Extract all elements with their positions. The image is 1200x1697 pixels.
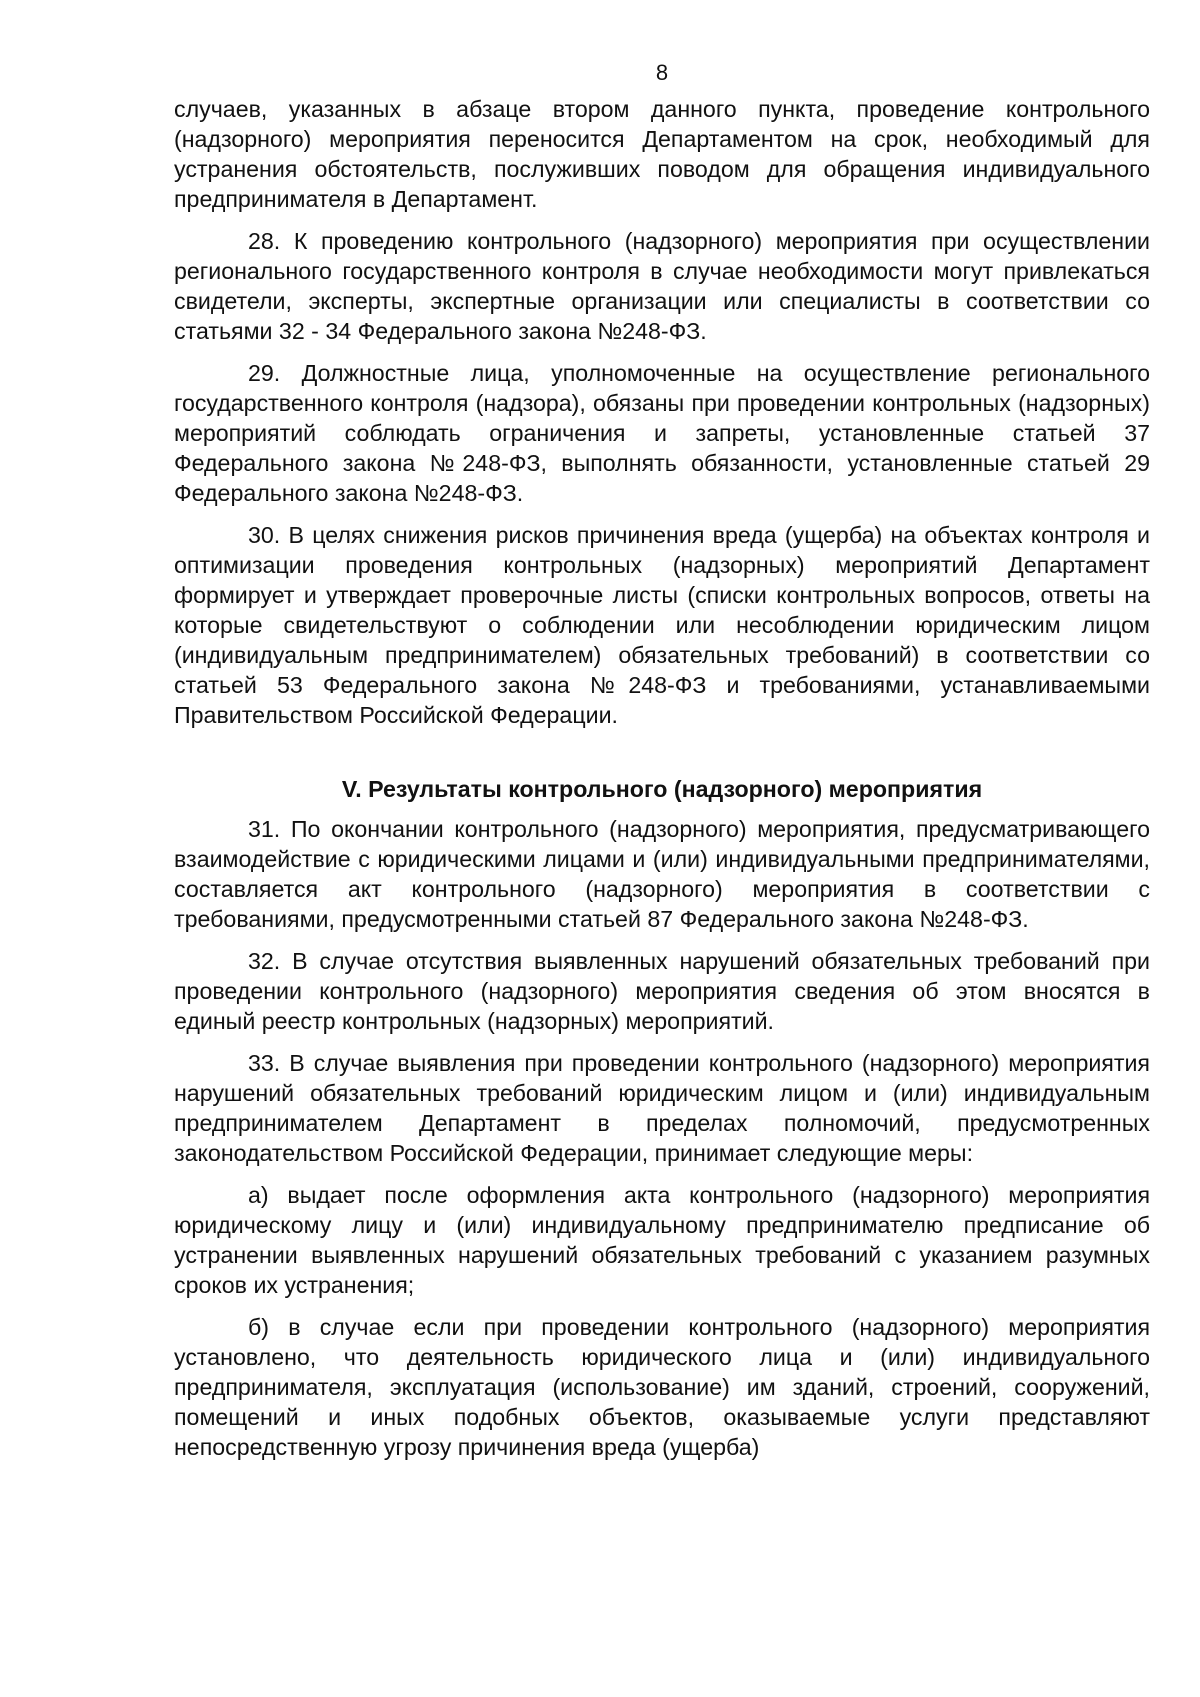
paragraph-30: 30. В целях снижения рисков причинения вреда (ущерба) на объектах контроля и оптимизации проведения контрольных (надзорных) мероприятий Департамент формирует и утверждает проверочные листы (списки контрольных вопросов, ответы на которые свидетельствуют о соблюдении или несоблюдении юридическим лицом (индивидуальным предпринимателем) обязательных требований) в соответствии со статьей 53 Федерального закона №248-ФЗ и требованиями, устанавливаемыми Правительством Российской Федерации. bbox=[174, 522, 1150, 728]
paragraph-31: 31. По окончании контрольного (надзорного) мероприятия, предусматривающего взаимодействие с юридическими лицами и (или) индивидуальными предпринимателями, составляется акт контрольного (надзорного) мероприятия в соответствии с требованиями, предусмотренными статьей 87 Федерального закона №248-ФЗ. bbox=[174, 816, 1150, 932]
paragraph-continuation: случаев, указанных в абзаце втором данного пункта, проведение контрольного (надзорного) мероприятия переносится Департаментом на срок, необходимый для устранения обстоятельств, послуживших поводом для обращения индивидуального предпринимателя в Департамент. bbox=[174, 96, 1150, 212]
paragraph-32: 32. В случае отсутствия выявленных нарушений обязательных требований при проведении контрольного (надзорного) мероприятия сведения об этом вносятся в единый реестр контрольных (надзорных) мероприятий. bbox=[174, 948, 1150, 1034]
paragraph-33: 33. В случае выявления при проведении контрольного (надзорного) мероприятия нарушений обязательных требований юридическим лицом и (или) индивидуальным предпринимателем Департамент в пределах полномочий, предусмотренных законодательством Российской Федерации, принимает следующие меры: bbox=[174, 1050, 1150, 1166]
paragraph-33-a: а) выдает после оформления акта контрольного (надзорного) мероприятия юридическому лицу и (или) индивидуальному предпринимателю предписание об устранении выявленных нарушений обязательных требований с указанием разумных сроков их устранения; bbox=[174, 1182, 1150, 1298]
paragraph-29: 29. Должностные лица, уполномоченные на осуществление регионального государственного контроля (надзора), обязаны при проведении контрольных (надзорных) мероприятий соблюдать ограничения и запреты, установленные статьей 37 Федерального закона №248-ФЗ, выполнять обязанности, установленные статьей 29 Федерального закона №248-ФЗ. bbox=[174, 360, 1150, 506]
paragraph-28: 28. К проведению контрольного (надзорного) мероприятия при осуществлении регионального государственного контроля в случае необходимости могут привлекаться свидетели, эксперты, экспертные организации или специалисты в соответствии со статьями 32 - 34 Федерального закона №248-ФЗ. bbox=[174, 228, 1150, 344]
section-title: V. Результаты контрольного (надзорного) мероприятия bbox=[341, 776, 983, 802]
document-page bbox=[174, 58, 1150, 1474]
page-number: 8 bbox=[655, 60, 669, 85]
paragraph-33-b: б) в случае если при проведении контрольного (надзорного) мероприятия установлено, что деятельность юридического лица и (или) индивидуального предпринимателя, эксплуатация (использование) им зданий, строений, сооружений, помещений и иных подобных объектов, оказываемые услуги представляют непосредственную угрозу причинения вреда (ущерба) bbox=[174, 1314, 1150, 1460]
